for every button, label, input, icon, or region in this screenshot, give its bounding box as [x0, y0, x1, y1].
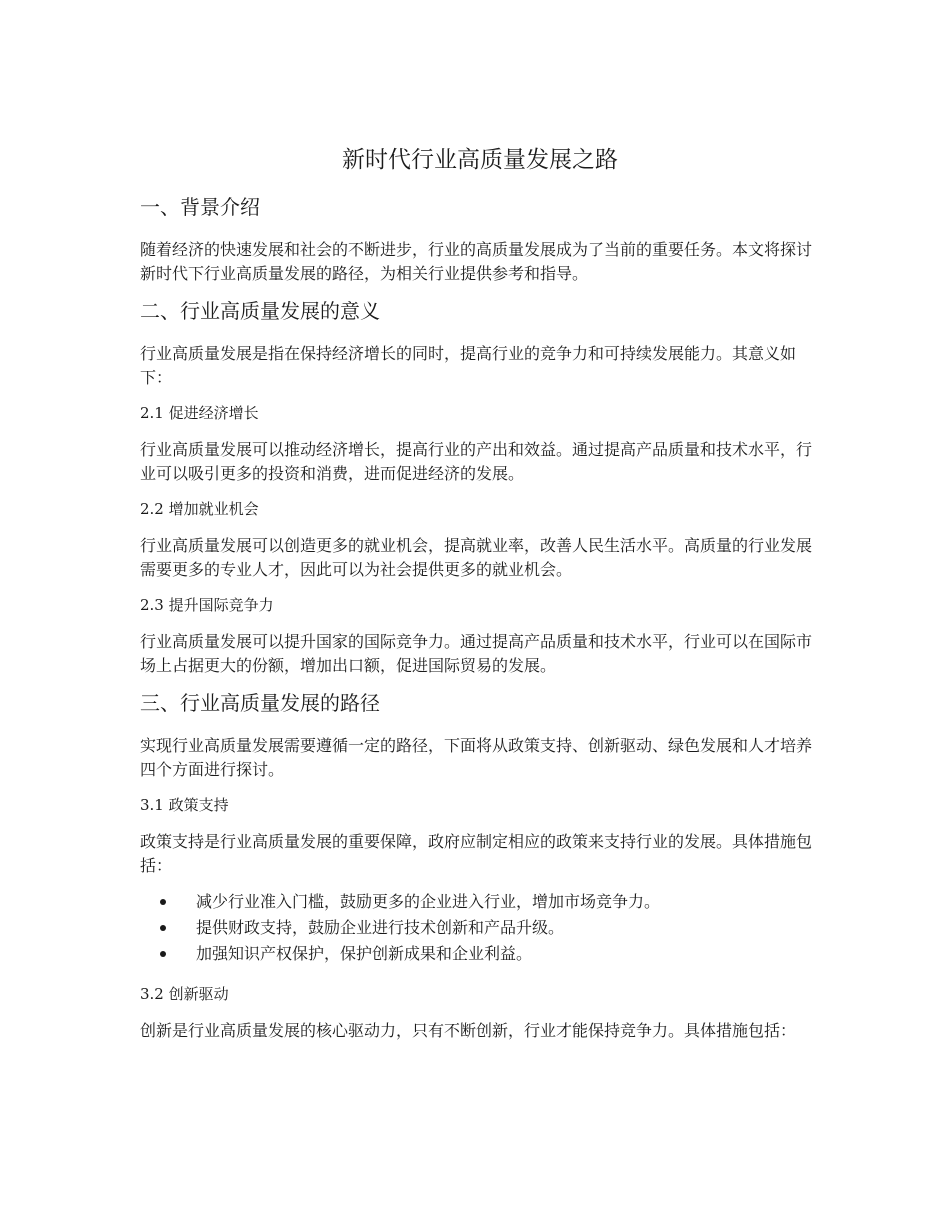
section-heading-background: 一、背景介绍	[140, 195, 260, 219]
list-item	[140, 889, 820, 915]
list-item-text: 减少行业准入门槛，鼓励更多的企业进入行业，增加市场竞争力。	[196, 892, 661, 911]
paragraph-background: 随着经济的快速发展和社会的不断进步，行业的高质量发展成为了当前的重要任务。本文将探讨新时代下行业高质量发展的路径，为相关行业提供参考和指导。	[140, 240, 813, 283]
section-heading-paths: 三、行业高质量发展的路径	[140, 691, 380, 715]
paragraph-significance-intro: 行业高质量发展是指在保持经济增长的同时，提高行业的竞争力和可持续发展能力。其意义如下：	[140, 344, 797, 387]
subheading-3-1: 3.1 政策支持	[140, 796, 229, 814]
bullet-dot-icon	[160, 925, 166, 931]
section-heading-significance: 二、行业高质量发展的意义	[140, 299, 380, 323]
paragraph-paths-intro: 实现行业高质量发展需要遵循一定的路径，下面将从政策支持、创新驱动、绿色发展和人才培养四个方面进行探讨。	[140, 736, 813, 779]
paragraph-3-2: 创新是行业高质量发展的核心驱动力，只有不断创新，行业才能保持竞争力。具体措施包括：	[140, 1021, 797, 1040]
paragraph-2-3: 行业高质量发展可以提升国家的国际竞争力。通过提高产品质量和技术水平，行业可以在国际市场上占据更大的份额，增加出口额，促进国际贸易的发展。	[140, 632, 813, 675]
subheading-2-1: 2.1 促进经济增长	[140, 404, 259, 422]
policy-measures-list	[140, 889, 820, 967]
list-item	[140, 915, 820, 941]
paragraph-3-1: 政策支持是行业高质量发展的重要保障，政府应制定相应的政策来支持行业的发展。具体措施包括：	[140, 832, 813, 875]
document-title: 新时代行业高质量发展之路	[342, 147, 618, 173]
subheading-2-3: 2.3 提升国际竞争力	[140, 596, 274, 614]
subheading-2-2: 2.2 增加就业机会	[140, 500, 259, 518]
bullet-dot-icon	[160, 951, 166, 957]
list-item-text: 加强知识产权保护，保护创新成果和企业利益。	[196, 944, 533, 963]
bullet-dot-icon	[160, 899, 166, 905]
paragraph-2-2: 行业高质量发展可以创造更多的就业机会，提高就业率，改善人民生活水平。高质量的行业发展需要更多的专业人才，因此可以为社会提供更多的就业机会。	[140, 536, 813, 579]
subheading-3-2: 3.2 创新驱动	[140, 985, 229, 1003]
list-item	[140, 941, 820, 967]
list-item-text: 提供财政支持，鼓励企业进行技术创新和产品升级。	[196, 918, 565, 937]
paragraph-2-1: 行业高质量发展可以推动经济增长，提高行业的产出和效益。通过提高产品质量和技术水平，行业可以吸引更多的投资和消费，进而促进经济的发展。	[140, 440, 813, 483]
